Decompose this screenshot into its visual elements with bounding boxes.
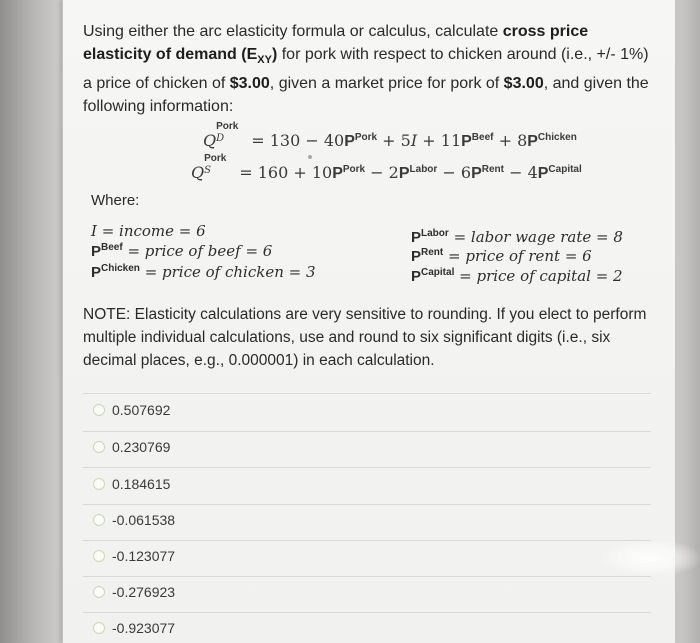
- def-chicken-text: = price of chicken = 3: [139, 263, 316, 281]
- demand-income: I: [410, 131, 418, 150]
- option-label: -0.923077: [112, 620, 176, 636]
- demand-rhs-a: = 130 − 40: [246, 131, 345, 150]
- options-divider: [83, 393, 651, 394]
- def-chicken: [91, 263, 316, 281]
- supply-rhs-c: − 6: [437, 163, 472, 182]
- option-label: -0.276923: [112, 584, 176, 600]
- options-divider: [83, 504, 651, 505]
- def-capital-sup: Capital: [421, 267, 455, 278]
- demand-q: Q: [203, 131, 217, 150]
- supply-q-sub: S: [204, 165, 211, 176]
- supply-equation: [191, 153, 582, 183]
- def-rent: [411, 247, 592, 265]
- radio-button[interactable]: [93, 404, 105, 416]
- question-bold-subscript: XY: [257, 54, 272, 67]
- question-bold-elasticity: cross price elasticity of demand (E: [83, 23, 589, 63]
- def-capital-sym: P: [411, 268, 422, 285]
- answer-option-7[interactable]: [93, 617, 175, 639]
- answer-option-4[interactable]: [93, 509, 175, 531]
- supply-p-pork-sup: Pork: [342, 164, 366, 175]
- radio-button[interactable]: [93, 441, 105, 453]
- supply-rhs-a: = 160 + 10: [234, 163, 333, 182]
- demand-rhs-d: + 8: [493, 131, 528, 150]
- def-rent-text: = price of rent = 6: [443, 247, 592, 265]
- demand-p-chicken-sup: Chicken: [537, 132, 577, 143]
- option-label: 0.184615: [112, 476, 171, 492]
- radio-button[interactable]: [93, 478, 105, 490]
- def-beef-sup: Beef: [101, 242, 123, 253]
- demand-p-pork: P: [344, 133, 355, 150]
- supply-p-pork: P: [332, 165, 343, 182]
- answer-option-6[interactable]: [93, 581, 175, 603]
- def-chicken-sup: Chicken: [101, 263, 140, 274]
- answer-option-1[interactable]: [93, 399, 170, 421]
- demand-q-sub: D: [216, 133, 225, 144]
- def-rent-sup: Rent: [421, 247, 444, 258]
- options-divider: [83, 540, 651, 541]
- def-beef-sym: P: [91, 243, 102, 260]
- def-rent-sym: P: [411, 248, 422, 265]
- radio-button[interactable]: [93, 550, 105, 562]
- option-label: 0.507692: [112, 402, 171, 418]
- supply-p-capital-sup: Capital: [548, 164, 582, 175]
- def-labor-text: = labor wage rate = 8: [448, 228, 623, 246]
- supply-p-labor: P: [398, 165, 410, 182]
- demand-p-chicken: P: [527, 133, 538, 150]
- supply-q-sup: Pork: [204, 153, 227, 164]
- def-labor: [411, 228, 623, 246]
- def-capital-text: = price of capital = 2: [454, 267, 623, 285]
- def-income-text: = income = 6: [96, 222, 206, 240]
- demand-p-beef: P: [461, 133, 472, 150]
- def-income: [91, 222, 206, 240]
- question-text: [83, 20, 651, 118]
- radio-button[interactable]: [93, 622, 105, 634]
- supply-p-rent-sup: Rent: [481, 164, 504, 175]
- supply-p-labor-sup: Labor: [409, 164, 438, 175]
- demand-equation: [203, 121, 577, 151]
- center-dot: [308, 155, 312, 159]
- question-part-4: , and given the following information:: [83, 75, 649, 116]
- def-capital: [411, 267, 623, 285]
- demand-p-pork-sup: Pork: [354, 132, 378, 143]
- option-label: 0.230769: [112, 439, 171, 455]
- supply-q: Q: [191, 163, 205, 182]
- supply-p-capital: P: [537, 165, 549, 182]
- supply-p-rent: P: [471, 165, 482, 182]
- question-part-1: Using either the arc elasticity formula or calculus, calculate: [83, 23, 503, 40]
- demand-p-beef-sup: Beef: [471, 132, 494, 143]
- question-page: [62, 0, 675, 643]
- option-label: -0.123077: [112, 548, 176, 564]
- question-part-3: , given a market price for pork of: [269, 75, 504, 93]
- demand-q-sup: Pork: [216, 121, 239, 132]
- where-label: Where:: [91, 192, 140, 209]
- supply-rhs-b: − 2: [365, 163, 399, 182]
- question-bold-price-pork: $3.00: [503, 75, 544, 93]
- answer-option-2[interactable]: [93, 436, 170, 458]
- radio-button[interactable]: [93, 586, 105, 598]
- options-divider: [83, 612, 651, 613]
- def-beef-text: = price of beef = 6: [122, 242, 273, 260]
- def-labor-sup: Labor: [421, 228, 449, 239]
- radio-button[interactable]: [93, 514, 105, 526]
- options-divider: [83, 467, 651, 468]
- def-chicken-sym: P: [91, 264, 102, 281]
- def-beef: [91, 242, 272, 260]
- question-bold-price-chicken: $3.00: [229, 75, 270, 93]
- options-divider: [83, 431, 651, 432]
- rounding-note: NOTE: Elasticity calculations are very sensitive to rounding. If you elect to perform multiple individual calculations, use and round to six significant digits (i.e., six decimal places, e.g., 0.000001) in each calculation.: [83, 306, 647, 369]
- question-part-2: for pork with respect to chicken around (i.e., +/- 1%) a price of chicken of: [83, 46, 649, 93]
- screen-glare: [600, 540, 700, 576]
- answer-option-3[interactable]: [93, 473, 170, 495]
- option-label: -0.061538: [112, 512, 176, 528]
- answer-option-5[interactable]: [93, 545, 175, 567]
- demand-rhs-b: + 5: [377, 131, 411, 150]
- options-divider: [83, 576, 651, 577]
- supply-rhs-d: − 4: [503, 163, 538, 182]
- demand-rhs-c: + 11: [417, 131, 462, 150]
- question-bold-close: ): [271, 46, 278, 63]
- def-income-sym: I: [91, 222, 97, 240]
- def-labor-sym: P: [411, 229, 422, 246]
